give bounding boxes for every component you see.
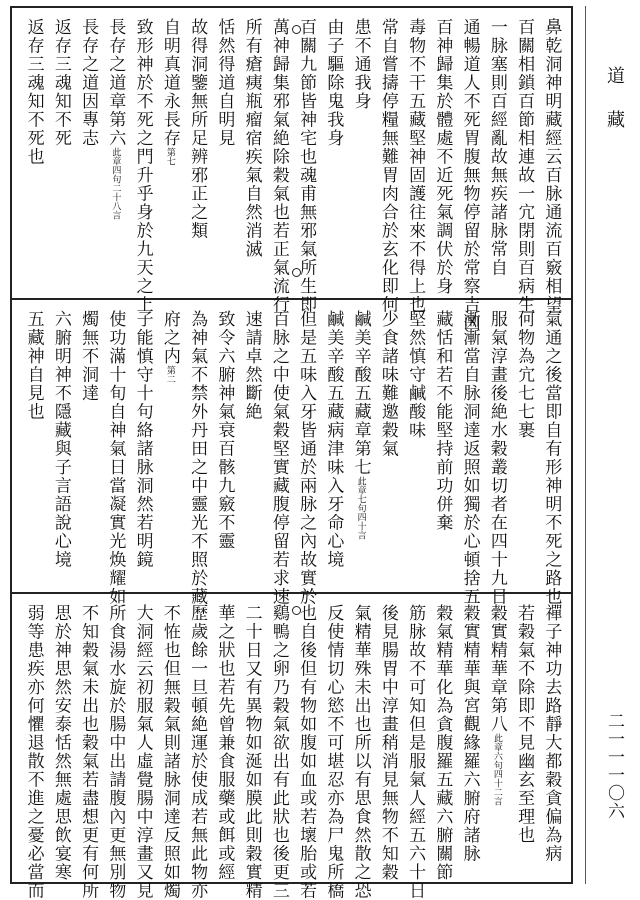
text-column: 百脉之中使氣穀堅實藏腹停留若求速 <box>268 310 289 606</box>
text-column: 思於神思然安泰恬然無處思飲宴寒 <box>50 604 71 882</box>
text-column: 長存之道因專志 <box>78 18 99 148</box>
text-column: 鹹美辛酸五藏章第七此章七句四十言 <box>350 310 371 540</box>
annotation-note: 此章六句四十二言 <box>491 733 502 806</box>
annotation-note: 第七 <box>164 147 175 166</box>
text-column: 府之内第二 <box>159 310 180 384</box>
section-marker <box>292 268 301 277</box>
text-column: 所食湯水旋於腸中出請腹內更無別物 <box>105 604 126 900</box>
text-column: 長存之道章第六此章四句二十八言 <box>105 18 126 220</box>
text-column: 若穀氣不除即不見幽玄至理也 <box>514 604 535 845</box>
annotation-note: 此章四句二十八言 <box>110 147 121 220</box>
text-column: 速請卓然斷絶 <box>241 310 262 421</box>
text-column: 百關九節皆神宅也魂甫無邪氣所生即 <box>296 18 317 314</box>
text-column: 堅然慎守鹹酸味 <box>405 310 426 440</box>
page-number: 二一一一〇六 <box>604 712 624 820</box>
text-column: 氣精華殊未出也所以有思食然散之恐 <box>350 604 371 900</box>
text-column: 五藏神自見也 <box>23 310 44 421</box>
text-column: 使功滿十旬自神氣日當凝實光焕耀如 <box>105 310 126 606</box>
sidebar-rule <box>585 6 586 884</box>
text-column: 不知穀氣未出也穀氣若盡想更有何所 <box>78 604 99 900</box>
text-column: 不恠也但無穀氣則諸脉洞達反照如燭 <box>159 604 180 900</box>
text-column: 弱等患疾亦何懼退散不進之憂必當而 <box>23 604 44 900</box>
text-column: 常自嘗擣停糧無難胃肉合於玄化即何 <box>377 18 398 314</box>
text-column: 鹹美辛酸五藏病津味入牙命心境 <box>323 310 344 569</box>
annotation-note: 第二 <box>164 365 175 384</box>
text-column: 患不通我身 <box>350 18 371 111</box>
text-column: 漸漸當自脉洞達返照如獨於心頓捨五 <box>459 310 480 606</box>
text-column: 致形神於不死之門升乎身於九天之上 <box>132 18 153 314</box>
text-column: 六腑明神不隱藏與子言語說心境 <box>50 310 71 569</box>
text-column: 筋脉故不可知但是服氣人經五六十日 <box>405 604 426 900</box>
text-column: 鼻乾洞神明藏經云百脉通流百竅相望 <box>541 18 562 314</box>
text-column: 後見腸胃中淳畫稍消見無物不知穀 <box>377 604 398 882</box>
text-column: 恬然得道自明見 <box>214 18 235 148</box>
text-column: 穀實精華章第八此章六句四十二言 <box>486 604 507 806</box>
text-column: 由子驅除鬼我身 <box>323 18 344 148</box>
text-panel-top <box>20 18 565 333</box>
text-column: 故得洞鑒無所足辨邪正之類 <box>187 18 208 240</box>
text-column: 返存三魂知不死 <box>50 18 71 148</box>
text-column: 百關相鎖百節相連故一宂閉則百病生 <box>514 18 535 314</box>
section-marker <box>292 25 301 34</box>
annotation-note: 此章七句四十言 <box>355 476 366 540</box>
text-column: 氣通之後當即自有形神明不死之路也 <box>541 310 562 606</box>
text-column: 致令六腑神氣衰百骸九竅不靈 <box>214 310 235 551</box>
panel-divider <box>10 298 573 300</box>
text-column: 返存三魂知不死也 <box>23 18 44 166</box>
section-marker <box>292 606 301 615</box>
text-column: 一脉塞則百經亂故無疾諸脉常自 <box>486 18 507 277</box>
text-column: 但是五味入牙皆通於兩脉之內故實於 <box>296 310 317 606</box>
text-column: 禪子神功去路靜大都穀貪偏為病 <box>541 604 562 863</box>
text-column: 反使情切心慾不可堪忍亦為尸鬼所橋 <box>323 604 344 900</box>
text-column: 萬神歸集邪氣絶除穀氣也若正氣流行 <box>268 18 289 314</box>
text-column: 自明真道永長存第七 <box>159 18 180 166</box>
text-column: 也自後但有物如腹如血或若壞胎或若 <box>296 604 317 900</box>
text-column: 穀氣精華化為貪腹羅五藏六腑關節 <box>432 604 453 882</box>
book-title: 道藏 <box>604 66 625 154</box>
text-column: 大洞經云初服氣人虛覺腸中淳畫又見 <box>132 604 153 900</box>
text-column: 何物為宂七七裹 <box>514 310 535 440</box>
text-column: 子能慎守十句絡諸脉洞然若明鏡 <box>132 310 153 569</box>
text-column: 通暢道人不死胃腹無物停留於常察吉凶 <box>459 18 480 333</box>
text-column: 百神歸集於體處不近死氣調伏於身 <box>432 18 453 296</box>
text-column: 穀實精華與宮觀緣羅六腑府諸脉 <box>459 604 480 863</box>
text-column: 少食諸味難邀穀氣 <box>377 310 398 458</box>
text-column: 藏恬和若不能堅持前功併棄 <box>432 310 453 532</box>
text-column: 燭無不洞達 <box>78 310 99 403</box>
text-column: 所有瘡痍瓶瘤宿疾氣自然消滅 <box>241 18 262 259</box>
text-column: 華之狀也若先曾兼食服藥或餌或經 <box>214 604 235 882</box>
text-column: 為神氣不禁外丹田之中靈光不照於藏 <box>187 310 208 606</box>
text-column: 毒物不干五藏堅神固護往來不得上也 <box>405 18 426 314</box>
text-column: 歷歲餘一旦頓絶運於使成若無此物亦 <box>187 604 208 900</box>
text-column: 二十日又有異物如涎如膜此則穀實精 <box>241 604 262 900</box>
text-panel-bottom <box>20 604 565 900</box>
text-column: 鷄鴨之卵乃穀氣欲出有此狀也後更三 <box>268 604 289 900</box>
text-panel-middle <box>20 310 565 606</box>
text-column: 服氣淳畫後絶水穀叢切者在四十九日 <box>486 310 507 606</box>
